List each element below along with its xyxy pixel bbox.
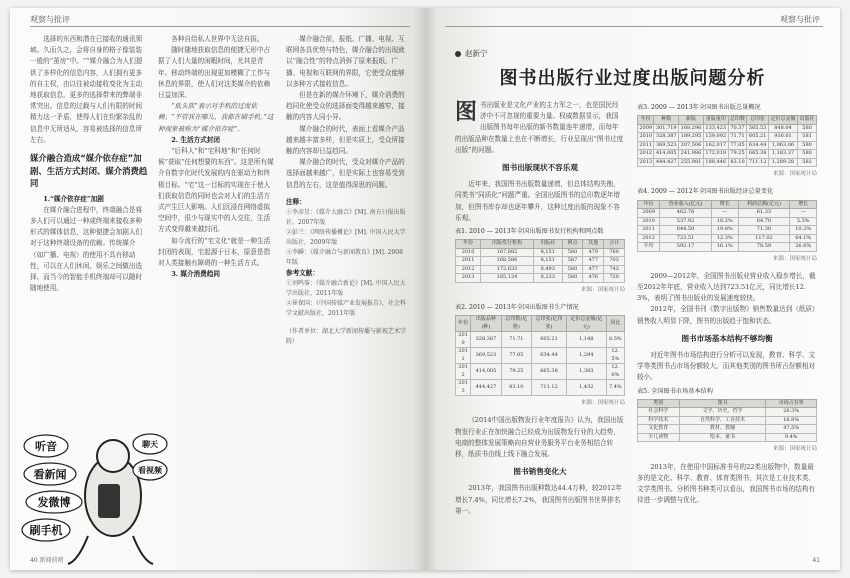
table-header-cell: 增长 [790,200,817,209]
table-cell: 720 [604,274,625,283]
table-cell: 平均 [638,243,660,252]
right-column-2 [637,100,817,560]
table-cell: 1,432 [567,380,607,396]
table-cell: 241,986 [679,150,704,159]
table-cell: 255,981 [679,158,704,167]
subheading: 2. 生活方式封闭 [171,135,220,144]
table-cell: 444,427 [654,158,679,167]
table-header-cell: 种数 [654,116,679,125]
left-column-1 [30,34,148,426]
table-header-cell: 合计 [604,240,625,249]
table-cell: 414,005 [471,364,501,380]
table-cell: 743 [604,265,625,274]
table-header-cell: 图书 [679,399,766,408]
table-cell: 582 [798,158,817,167]
table-cell: 64.1% [790,234,817,243]
table-cell: 1,063.06 [768,141,797,150]
table-cell: 139,092 [703,133,728,142]
paragraph: 2009—2012年，全国图书出版业营业收入稳步增长，截至2012年年底，营业收入达到723.51亿元，同比增长12.3%，表明了图书出版业的发展速度较快。 [637,271,816,303]
table-header-cell: 利润总额(亿元) [738,200,790,209]
table-cell: 172,019 [703,150,728,159]
table-cell: 711.12 [532,380,567,396]
table-cell: 665.38 [748,150,767,157]
table-cell: 77.05 [728,141,747,150]
phone-addiction-cartoon [18,426,168,566]
table-cell: 936.01 [768,133,797,142]
table-cell: 172,633 [481,265,534,274]
table-cell: 369,523 [471,348,501,364]
table-cell: 185,124 [481,274,534,283]
note-item: ②彭兰：《网络传播概论》[M]. 中国人民大学出版社，2009年版 [286,229,406,247]
table-row [456,265,625,274]
intro-paragraph: 书出版业是文化产业的主力军之一，也是国民经济中不可忽视的重要力量。权威数据显示，我国出版图书每年出版的新书数量连年递增，而每年的出版品种在数量上也在不断增长，行业呈现出“图书过度出版”的问题。 [455,101,624,154]
table-cell: — [711,209,738,218]
paragraph: 2012年，全国书刊《数字出版物》销售数量达到（纸质）销售收入明显下降，图书的出版趋于饱和状态。 [637,305,816,325]
table-cell: 301,719 [654,124,679,133]
quote: “低头族”表示对手机的过度依赖；“不管我在哪儿，我都在刷手机。”这种现象被称为“媒介依存症”。 [158,102,274,133]
table-cell: 760 [604,248,625,257]
table-cell: 绘本、童书 [679,433,766,442]
table-row [456,348,625,364]
table-cell: 2010 [639,133,653,140]
table-header-cell: 年份 [456,316,471,332]
table-cell: 580 [562,274,583,283]
table-cell: 580 [798,124,817,133]
table-row [456,364,625,380]
table-cell: 477 [583,257,604,266]
section-heading: 图书市场基本结构不够均衡 [681,333,773,343]
table-cell: 462.76 [660,209,712,218]
table-cell: 581 [798,133,817,142]
table-cell: 79.25 [728,150,747,159]
table-cell: 2009 [638,209,660,218]
table-header-cell: 出版社 [799,116,815,123]
table-cell: 133,423 [703,124,728,133]
table-cell: 479 [583,248,604,257]
table-cell: 8,493 [533,265,562,274]
left-running-head: 观察与批评 [30,15,70,24]
table-source: 来源：国家统计局 [772,171,817,178]
references-title: 参考文献： [286,269,319,278]
table-cell: 2009 [639,124,653,131]
table-cell: 580 [798,150,817,159]
table-cell: 188,446 [703,158,728,167]
left-page-number: 40 新闻前哨 [30,557,64,564]
author-name: 赵新宁 [465,49,488,58]
table-cell: 78.59 [738,243,790,252]
paragraph: 《2014中国出版物发行业年度报告》认为，我国出版物发行业正在加快融合已经成为出版物发行业的大趋势，电商的整体发展策略向自营业务服务平台业务相结合转移，纸质书由线上线下融合发展。 [455,416,624,458]
table-header-cell: 营业收入(亿元) [660,200,712,209]
table-cell: 580 [562,265,583,274]
table-cell: 168,296 [679,124,704,133]
table-cell: 83.10 [728,158,747,167]
table-caption: 表3. 2009 — 2013年全国图书出版总量概况 [637,104,761,111]
table-cell: 1,383 [567,364,607,380]
table-cell: 634.44 [532,348,567,364]
table-cell: 580 [798,141,817,150]
table-3 [637,115,817,167]
table-cell: 723.51 [660,234,712,243]
paragraph: 2013年，在使用中国标准书号的22类出版物中，数量最多的是文化、科学、教育、体育类图书，其次是工业技术类、文学类图书。分析图书种类可以看出，我国图书市场的结构有待进一步调整与优化。 [637,462,816,505]
table-caption: 表4. 2009 — 2012年全国图书出版经济总量变化 [637,188,774,196]
table-cell: 64.70 [738,217,790,226]
table-cell: 414,005 [654,150,679,159]
table-cell: 168,586 [481,257,534,266]
section-heading: 媒介融合造成“媒介依存症”加剧、生活方式封闭、媒介消费趋同 [30,153,148,189]
table-cell: 71.71 [728,133,747,142]
table-row [638,217,817,226]
table-cell: 教材、教辅 [679,425,766,434]
bubble-text: 发微博 [37,496,71,509]
paragraph: “后科人”和“宅科地”和“任何时候”获取“任何想要的东西”。这是所有媒介自数字化时代发展的内在驱动力和终极目标。“宅”这一目标的实现在于使人们获取信息的同时也会对人们的生活方式产生巨大影响。人们沉浸在网络虚拟空间中，很少与现实中的人交往，生活方式变得越来越封闭。 [158,147,274,234]
table-header-cell: 出版品种(种) [471,316,501,332]
notes-title: 注释： [286,197,306,206]
table-cell: 2010 [638,217,660,226]
table-cell: 12.5% [606,348,624,364]
table-cell: 10.2% [790,226,817,235]
table-cell: 16.2% [711,217,738,226]
note-item: ①李彦星：《媒介大融合》[M]. 南方日报出版社，2007年版 [286,209,406,227]
table-caption: 表1. 2010 — 2013年全国出版图书发行机构和网点数 [455,228,604,236]
table-cell: 328,387 [654,133,679,142]
table-row [638,234,817,243]
table-cell: 2013 [456,274,481,283]
table-source: 来源：国家统计局 [772,446,817,453]
table-2 [455,315,625,396]
table-source: 来源：国家统计局 [772,255,817,262]
table-header-cell: 出版社 [533,240,562,249]
table-cell: 634.44 [748,141,767,148]
table-cell: 605.21 [748,133,767,140]
left-header-rule [30,26,410,27]
table-cell: 自然科学、工业技术 [679,416,766,425]
table-header-cell: 年份 [638,116,654,125]
bubble-text: 刷手机 [29,524,63,537]
table-cell: 71.30 [738,226,790,235]
right-running-head: 观察与批评 [780,15,820,24]
paragraph: 媒介融合的时代，表面上看媒介产品越来越丰富多样，但是实质上，受众所接触的内容却日益趋同。 [286,124,405,156]
table-cell: 711.12 [748,158,767,165]
article-title: 图书出版行业过度出版问题分析 [499,68,766,89]
table-cell: 16.8% [766,416,817,425]
paragraph: 但是在新的媒介环境下，媒介消费的趋同化使受众的选择面变得越来越窄，接触的内容大同小异。 [286,91,405,122]
table-cell: 369,523 [654,141,679,150]
table-cell: 2013 [456,380,471,396]
table-cell: 2013 [639,158,653,165]
table-cell: 26.6% [790,243,817,252]
bubble-text: 聊天 [142,440,158,449]
table-cell: 9.4% [766,433,817,442]
paragraph: 随时随地获取信息的便捷无形中占据了人们大量的闲暇时间，尤其是青年。移动终端的出现更加模糊了工作与休息的界限，使人们对这类媒介的依赖日益加深。 [158,46,271,100]
table-cell: 189,295 [679,133,704,142]
table-header-cell: 重版重印 [703,116,728,125]
table-cell: 444,427 [471,380,501,396]
table-cell: 2011 [456,348,471,364]
right-page [425,8,840,570]
table-source: 来源：国家统计局 [580,400,625,407]
table-cell: 1,294 [567,348,607,364]
table-cell: 12.3% [711,234,738,243]
table-cell: 社会科学 [638,408,680,417]
table-cell: 8,151 [533,257,562,266]
right-header-rule [445,26,823,27]
table-cell: 科学技术 [638,416,680,425]
table-header-cell: 新版 [679,116,704,125]
table-cell: 328,387 [471,332,501,348]
table-cell: 26.3% [766,408,817,417]
table-row [638,416,817,425]
table-row [638,243,817,252]
magazine-spread [10,8,840,570]
table-cell: 79.25 [501,364,531,380]
right-page-number: 41 [812,557,820,564]
table-cell: 2012 [639,150,653,157]
table-cell: 2012 [638,234,660,243]
table-cell: 2010 [456,248,481,257]
paragraph: 各种自给私人世界中无法自拔。 [171,35,264,43]
table-cell: 565.53 [748,124,767,131]
reference-item: ②崔保国：《中国传媒产业发展报告》，社会科学文献出版社，2011年版 [286,300,406,318]
left-page [10,8,425,570]
table-cell: 16.1% [711,243,738,252]
table-cell: 7.4% [606,380,624,396]
table-row [638,408,817,417]
subheading: 1.“媒介依存症”加剧 [43,194,104,203]
table-cell: 537.92 [660,217,712,226]
paragraph: 如今流行的“宅文化”就是一种生活封闭的表现，宅起源于日本，原意是指对人类接触有障碍的一种生活方式。 [158,236,271,268]
table-row [638,141,817,150]
table-cell: 476 [583,274,604,283]
table-row [638,226,817,235]
table-cell: 848.04 [768,124,797,133]
table-cell: 77.05 [501,348,531,364]
author-byline [455,48,488,59]
table-row [456,248,625,257]
table-cell: 2012 [456,265,481,274]
table-cell: 71.71 [501,332,531,348]
table-cell: 2011 [639,141,653,148]
table-cell: 703 [604,257,625,266]
table-row [638,433,817,442]
table-cell: 477 [583,265,604,274]
table-header-cell: 总印数 [730,116,746,123]
table-cell: 2012 [456,364,471,380]
table-cell: 587 [562,257,583,266]
paragraph: 2013年，我国图书出版种数达44.4万种，较2012年增长7.4%，同比增长7.2%，我国图书出版图书世界排名第一。 [455,484,622,515]
table-header-cell: 总印张(亿印张) [532,316,567,332]
paragraph: 在媒介融合进程中，终端融合是将多人们可以通过一种或终端来接收多种形式的媒体信息，这种便捷会加剧人们对于这种终端设备的依赖。传统媒介（如广播、电视）的使用不具有移动性，可以在人们休闲、娱乐之间做出选择。而当今的智能手机终端却可以随时随地使用。 [30,205,143,293]
author-affiliation: （作者单位：湖北大学新闻传播与影视艺术学院） [286,328,406,346]
table-1 [455,239,625,283]
table-cell: 83.10 [501,380,531,396]
table-header-cell: 定价总金额(亿元) [567,316,607,332]
table-cell: 162,017 [703,141,728,150]
bubble-text: 看新闻 [33,468,67,481]
table-cell: 5.5% [790,217,817,226]
table-cell: 8,233 [533,274,562,283]
table-caption: 表2. 2010 — 2013年全国出版图书生产情况 [455,303,579,311]
table-row [638,124,817,133]
table-header-cell: 出版发行机构 [481,240,534,249]
table-cell: 1,289.28 [768,158,797,167]
table-cell: 8,151 [533,248,562,257]
table-source: 来源：国家统计局 [580,286,625,293]
table-header-cell: 市场占有率 [766,399,817,408]
table-header-cell: 定价总金额 [768,116,797,125]
table-row [638,209,817,218]
paragraph: 媒介融合的时代，受众对媒介产品的选择面越来越广，但是实际上也容易受到信息的左右，这是值得深思的问题。 [286,158,405,189]
table-cell: 167,882 [481,248,534,257]
table-row [456,274,625,283]
table-cell: — [790,209,817,218]
section-heading: 图书出版现状不容乐观 [502,163,578,173]
table-header-cell: 同比 [606,316,624,332]
subheading: 3. 媒介消费趋同 [171,270,220,279]
table-header-cell: 其他 [583,240,604,249]
right-column-1 [455,100,625,560]
section-heading: 图书销售变化大 [513,467,567,477]
note-item: ③李瞬：《媒介融合与新闻教育》[M]. 2008年版 [286,249,403,267]
table-cell: 1,148 [567,332,607,348]
table-cell: 605.21 [532,332,567,348]
table-row [638,425,817,434]
table-cell: 19.8% [711,226,738,235]
table-row [456,380,625,396]
table-row [638,133,817,142]
table-caption: 表5. 全国图书市场基本结构 [637,387,713,395]
table-header-cell: 增长 [711,200,738,209]
table-cell: 61.33 [738,209,790,218]
table-cell: 592.17 [660,243,712,252]
table-cell: 2011 [638,226,660,235]
table-4 [637,200,817,252]
bubble-text: 看视频 [138,466,162,475]
table-cell: 1,183.37 [768,150,797,159]
table-cell: 12.0% [606,364,624,380]
table-header-cell: 类别 [638,399,680,408]
table-cell: 665.38 [532,364,567,380]
reference-item: ①刘鸣筝：《媒介融合新论》[M]. 中国人民大学出版社，2011年版 [286,280,406,298]
table-header-cell: 年份 [638,200,660,209]
table-cell: 70.37 [728,124,747,133]
paragraph: 近年来，我国图书出版数量递增，但总体结构失衡，同类书“同质化”问题严重。全国出版图书的总印数逐年增加，但图书库存却也逐年攀升，这种过度出版的现象不容乐观。 [455,180,620,222]
table-header-cell: 年份 [456,240,481,249]
left-column-3 [286,34,406,559]
table-5 [637,399,817,443]
table-header-cell: 总印张 [747,116,768,125]
table-header-cell: 总印数(亿册) [501,316,531,332]
table-cell: 644.50 [660,226,712,235]
table-row [638,150,817,159]
drop-cap: 图 [455,100,478,125]
table-cell: 117.02 [738,234,790,243]
table-row [456,257,625,266]
table-cell: 文化教育 [638,425,680,434]
table-cell: 少儿读物 [638,433,680,442]
table-row [638,158,817,167]
bullet-icon [455,51,461,57]
table-cell: 207,506 [679,141,704,150]
table-cell: 2011 [456,257,481,266]
bubble-text: 听音 [35,440,57,453]
table-cell: 580 [562,248,583,257]
table-cell: 文学、历史、哲学 [679,408,766,417]
table-header-cell: 网点 [562,240,583,249]
table-cell: 47.5% [766,425,817,434]
paragraph: 对近年图书市场结构进行分析可以发现，教育、科学、文学等类图书占市场份额较大，而其他类别的图书所占份额相对较小。 [637,351,816,382]
paragraph: 选择的东西和潜在已接收的通讯领域。久而久之，会将自身的格子像装装一般的“茧房”中。“”媒介融合为人们提供了多样化的信息内容，人们拥有更多的自主权，由以往被动接收变化为主动地获取信息，更多的选择带来的弊端非常突出。信息的过载与人们有限的时间精力这一矛盾，使得人们在纷繁杂乱的信息中无所适从，容易被选择的信息所左右。 [30,35,143,144]
table-cell: 2010 [456,332,471,348]
left-column-2 [158,34,276,559]
table-cell: 8.5% [606,332,624,348]
paragraph: 媒介融合前，报纸、广播、电视、互联网各具优势与特色，媒介融合的出现就以“融合性”的特点消弭了原来报纸、广播、电视和互联网的界限，它使受众能够以多种方式接收信息。 [286,35,405,88]
table-row [456,332,625,348]
